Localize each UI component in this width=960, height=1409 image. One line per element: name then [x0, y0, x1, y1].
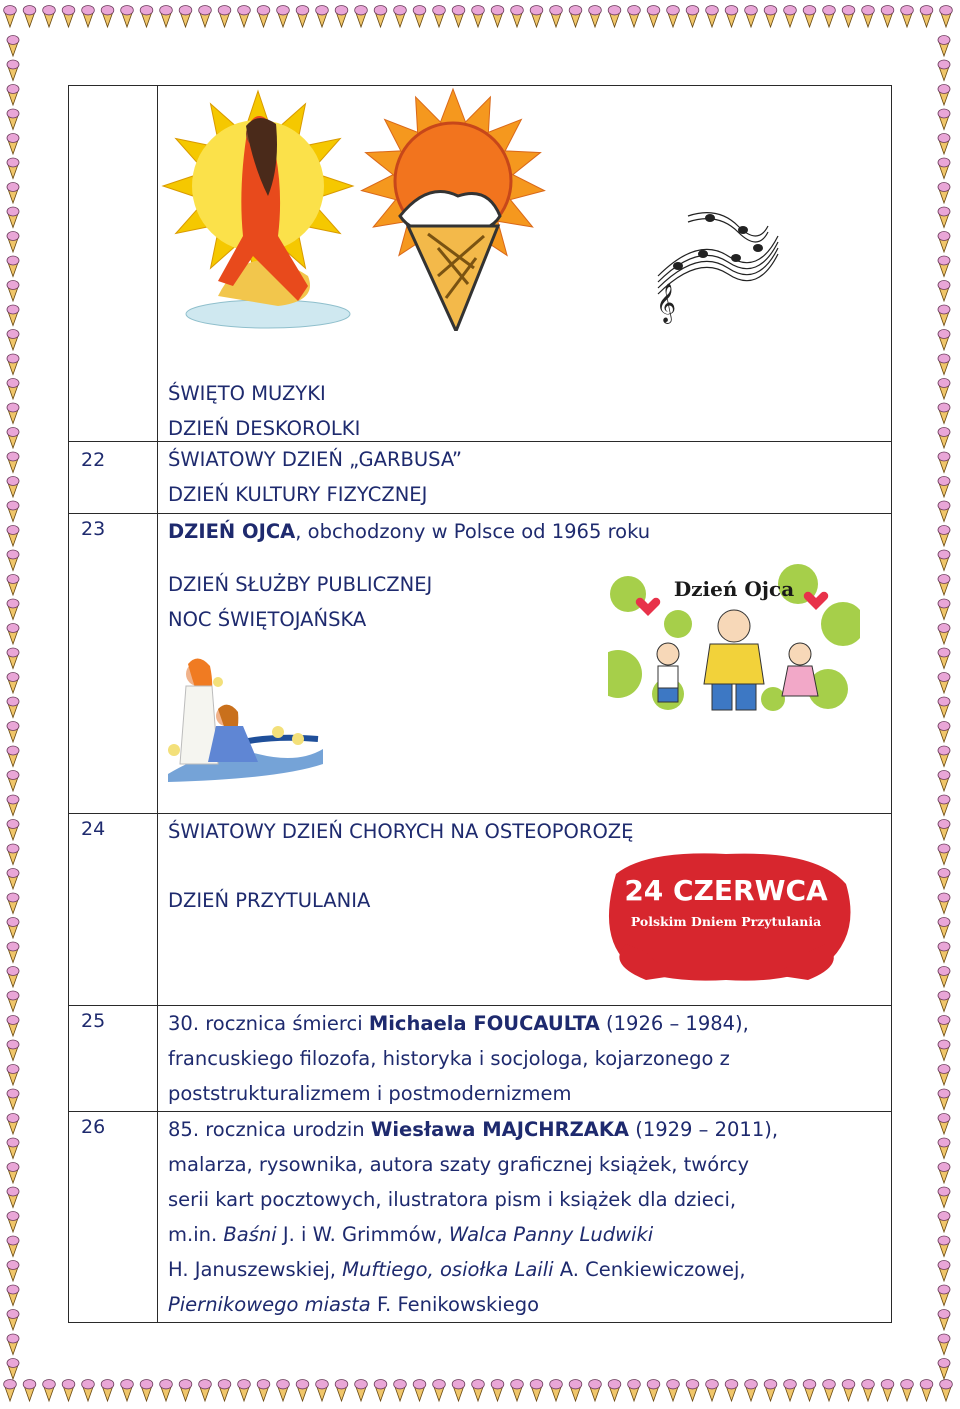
ice-cream-cone-icon	[938, 256, 950, 277]
ice-cream-cone-icon	[7, 526, 19, 547]
ice-cream-cone-icon	[938, 697, 950, 718]
ice-cream-cone-icon	[7, 1310, 19, 1331]
ice-cream-cone-icon	[7, 183, 19, 204]
ice-cream-cone-icon	[938, 158, 950, 179]
ice-cream-cone-icon	[433, 5, 446, 27]
ice-cream-cone-icon	[101, 1379, 114, 1401]
ice-cream-cone-icon	[901, 1379, 914, 1401]
ice-cream-cone-icon	[82, 5, 95, 27]
ice-cream-cone-icon	[823, 1379, 836, 1401]
ice-cream-cone-icon	[413, 5, 426, 27]
holiday-name-bold: DZIEŃ OJCA	[168, 520, 296, 543]
description-text: J. i W. Grimmów,	[276, 1223, 449, 1246]
ice-cream-cone-icon	[938, 1138, 950, 1159]
ice-cream-cone-icon	[394, 1379, 407, 1401]
ice-cream-cone-icon	[938, 36, 950, 57]
ice-cream-cone-icon	[7, 771, 19, 792]
ice-cream-cone-icon	[530, 5, 543, 27]
holiday-line: DZIEŃ PRZYTULANIA	[168, 889, 371, 912]
ice-cream-cone-icon	[82, 1379, 95, 1401]
description-text: A. Cenkiewiczowej,	[553, 1258, 746, 1281]
row-content	[158, 514, 892, 814]
ice-cream-cone-icon	[938, 771, 950, 792]
top-cone-border	[0, 0, 960, 37]
book-title: Muftiego, osiołka Laili	[342, 1258, 554, 1281]
ice-cream-cone-icon	[803, 5, 816, 27]
description-line: francuskiego filozofa, historyka i socjologa, kojarzonego z	[168, 1047, 730, 1070]
description-line: malarza, rysownika, autora szaty graficznej książek, twórcy	[168, 1153, 750, 1176]
holiday-line: DZIEŃ DESKOROLKI	[168, 417, 361, 440]
ice-cream-cone-icon	[7, 305, 19, 326]
ice-cream-cone-icon	[862, 1379, 875, 1401]
holiday-line: DZIEŃ SŁUŻBY PUBLICZNEJ	[168, 573, 433, 596]
ice-cream-cone-icon	[938, 1359, 950, 1380]
ice-cream-cone-icon	[725, 1379, 738, 1401]
ice-cream-cone-icon	[7, 36, 19, 57]
ice-cream-cone-icon	[938, 526, 950, 547]
calendar-table	[68, 85, 892, 1323]
ice-cream-cone-icon	[7, 379, 19, 400]
ice-cream-cone-icon	[140, 1379, 153, 1401]
ice-cream-cone-icon	[7, 354, 19, 375]
ice-cream-cone-icon	[938, 991, 950, 1012]
ice-cream-cone-icon	[7, 1334, 19, 1355]
ice-cream-cone-icon	[7, 820, 19, 841]
ice-cream-cone-icon	[938, 967, 950, 988]
ice-cream-cone-icon	[938, 1163, 950, 1184]
ice-cream-cone-icon	[452, 5, 465, 27]
ice-cream-cone-icon	[938, 1065, 950, 1086]
ice-cream-cone-icon	[938, 869, 950, 890]
hug-day-logo	[586, 844, 866, 994]
row-number: 25	[69, 1006, 158, 1112]
row-number	[69, 86, 158, 442]
ice-cream-cone-icon	[686, 5, 699, 27]
ice-cream-cone-icon	[140, 5, 153, 27]
row-number: 22	[69, 442, 158, 514]
ice-cream-cone-icon	[938, 452, 950, 473]
table-row	[69, 86, 892, 442]
ice-cream-cone-icon	[7, 403, 19, 424]
ice-cream-cone-icon	[296, 5, 309, 27]
ice-cream-cone-icon	[7, 1212, 19, 1233]
ice-cream-cone-icon	[7, 722, 19, 743]
ice-cream-cone-icon	[452, 1379, 465, 1401]
ice-cream-cone-icon	[647, 5, 660, 27]
ice-cream-cone-icon	[938, 746, 950, 767]
ice-cream-cone-icon	[472, 5, 485, 27]
ice-cream-cone-icon	[608, 5, 621, 27]
ice-cream-cone-icon	[938, 918, 950, 939]
bottom-cone-border	[0, 1372, 960, 1409]
anniversary-prefix: 30. rocznica śmierci	[168, 1012, 369, 1035]
ice-cream-cone-icon	[7, 991, 19, 1012]
ice-cream-cone-icon	[7, 624, 19, 645]
ice-cream-cone-icon	[7, 477, 19, 498]
description-line: serii kart pocztowych, ilustratora pism i książek dla dzieci,	[168, 1188, 737, 1211]
ice-cream-cone-icon	[784, 1379, 797, 1401]
ice-cream-cone-icon	[628, 1379, 641, 1401]
ice-cream-cone-icon	[7, 893, 19, 914]
table-row	[69, 814, 892, 1006]
ice-cream-cone-icon	[628, 5, 641, 27]
ice-cream-cone-icon	[7, 1163, 19, 1184]
description-text: F. Fenikowskiego	[370, 1293, 540, 1316]
right-cone-border	[924, 0, 960, 1409]
ice-cream-cone-icon	[43, 1379, 56, 1401]
ice-cream-cone-icon	[764, 5, 777, 27]
ice-cream-cone-icon	[238, 1379, 251, 1401]
ice-cream-cone-icon	[257, 1379, 270, 1401]
ice-cream-cone-icon	[7, 1138, 19, 1159]
ice-cream-cone-icon	[7, 918, 19, 939]
ice-cream-cone-icon	[7, 575, 19, 596]
ice-cream-cone-icon	[938, 207, 950, 228]
ice-cream-cone-icon	[7, 60, 19, 81]
ice-cream-cone-icon	[62, 5, 75, 27]
row-number: 26	[69, 1112, 158, 1323]
ice-cream-cone-icon	[394, 5, 407, 27]
music-notes-icon	[648, 196, 788, 326]
ice-cream-cone-icon	[803, 1379, 816, 1401]
ice-cream-cone-icon	[7, 1285, 19, 1306]
ice-cream-cone-icon	[62, 1379, 75, 1401]
book-title: Baśni	[223, 1223, 277, 1246]
ice-cream-cone-icon	[842, 1379, 855, 1401]
ice-cream-cone-icon	[938, 1310, 950, 1331]
ice-cream-cone-icon	[7, 134, 19, 155]
ice-cream-cone-icon	[938, 1212, 950, 1233]
ice-cream-cone-icon	[938, 575, 950, 596]
ice-cream-cone-icon	[7, 648, 19, 669]
sun-woman-icon	[158, 86, 358, 336]
row-content	[158, 814, 892, 1006]
ice-cream-cone-icon	[938, 1114, 950, 1135]
ice-cream-cone-icon	[7, 599, 19, 620]
person-name: Michaela FOUCAULTA	[368, 1012, 600, 1035]
ice-cream-cone-icon	[160, 1379, 173, 1401]
table-row	[69, 1112, 892, 1323]
ice-cream-cone-icon	[938, 1334, 950, 1355]
ice-cream-cone-icon	[199, 1379, 212, 1401]
ice-cream-cone-icon	[491, 5, 504, 27]
ice-cream-cone-icon	[179, 5, 192, 27]
ice-cream-cone-icon	[7, 452, 19, 473]
ice-cream-cone-icon	[938, 281, 950, 302]
ice-cream-cone-icon	[938, 893, 950, 914]
ice-cream-cone-icon	[881, 1379, 894, 1401]
ice-cream-cone-icon	[842, 5, 855, 27]
ice-cream-cone-icon	[938, 1187, 950, 1208]
ice-cream-cone-icon	[862, 5, 875, 27]
row-number: 23	[69, 514, 158, 814]
row-number: 24	[69, 814, 158, 1006]
ice-cream-cone-icon	[43, 5, 56, 27]
ice-cream-cone-icon	[511, 5, 524, 27]
table-row	[69, 442, 892, 514]
ice-cream-cone-icon	[7, 1236, 19, 1257]
ice-cream-cone-icon	[218, 1379, 231, 1401]
ice-cream-cone-icon	[938, 403, 950, 424]
holiday-line: DZIEŃ KULTURY FIZYCZNEJ	[168, 483, 428, 506]
ice-cream-cone-icon	[7, 1016, 19, 1037]
description-text: m.in.	[168, 1223, 224, 1246]
person-name: Wiesława MAJCHRZAKA	[370, 1118, 630, 1141]
ice-cream-cone-icon	[355, 1379, 368, 1401]
ice-cream-cone-icon	[530, 1379, 543, 1401]
ice-cream-cone-icon	[7, 942, 19, 963]
ice-cream-cone-icon	[589, 5, 602, 27]
ice-cream-cone-icon	[938, 1040, 950, 1061]
ice-cream-cone-icon	[7, 109, 19, 130]
ice-cream-cone-icon	[938, 354, 950, 375]
ice-cream-cone-icon	[725, 5, 738, 27]
ice-cream-cone-icon	[569, 1379, 582, 1401]
ice-cream-cone-icon	[511, 1379, 524, 1401]
ice-cream-cone-icon	[7, 869, 19, 890]
ice-cream-cone-icon	[335, 5, 348, 27]
svg-text:𝄞: 𝄞	[656, 283, 677, 323]
ice-cream-cone-icon	[218, 5, 231, 27]
ice-cream-cone-icon	[374, 5, 387, 27]
ice-cream-cone-icon	[101, 5, 114, 27]
ice-cream-cone-icon	[745, 5, 758, 27]
ice-cream-cone-icon	[7, 1089, 19, 1110]
description-text: H. Januszewskiej,	[168, 1258, 343, 1281]
ice-cream-cone-icon	[938, 550, 950, 571]
ice-cream-cone-icon	[938, 477, 950, 498]
ice-cream-cone-icon	[7, 673, 19, 694]
left-cone-border	[0, 0, 36, 1409]
ice-cream-cone-icon	[7, 1261, 19, 1282]
ice-cream-cone-icon	[938, 1285, 950, 1306]
ice-cream-cone-icon	[938, 134, 950, 155]
ice-cream-cone-icon	[7, 207, 19, 228]
ice-cream-cone-icon	[7, 501, 19, 522]
ice-cream-cone-icon	[784, 5, 797, 27]
ice-cream-cone-icon	[179, 1379, 192, 1401]
ice-cream-cone-icon	[121, 5, 134, 27]
ice-cream-cone-icon	[938, 428, 950, 449]
ice-cream-cone-icon	[257, 5, 270, 27]
ice-cream-cone-icon	[901, 5, 914, 27]
ice-cream-cone-icon	[7, 281, 19, 302]
ice-cream-cone-icon	[938, 109, 950, 130]
ice-cream-cone-icon	[491, 1379, 504, 1401]
row-content	[158, 1006, 892, 1112]
ice-cream-cone-icon	[355, 5, 368, 27]
ice-cream-cone-icon	[238, 5, 251, 27]
table-row	[69, 1006, 892, 1112]
ice-cream-cone-icon	[938, 942, 950, 963]
ice-cream-cone-icon	[881, 5, 894, 27]
ice-cream-cone-icon	[7, 795, 19, 816]
ice-cream-cone-icon	[938, 330, 950, 351]
ice-cream-cone-icon	[938, 673, 950, 694]
hug-subtitle: Polskim Dniem Przytulania	[630, 914, 822, 929]
badge-title: Dzień Ojca	[673, 577, 795, 601]
ice-cream-cone-icon	[277, 5, 290, 27]
ice-cream-cone-icon	[938, 379, 950, 400]
row-content	[158, 1112, 892, 1323]
ice-cream-cone-icon	[938, 795, 950, 816]
holiday-line: ŚWIATOWY DZIEŃ „GARBUSA”	[168, 448, 462, 471]
holiday-line: ŚWIATOWY DZIEŃ CHORYCH NA OSTEOPOROZĘ	[168, 820, 634, 843]
ice-cream-cone-icon	[938, 1089, 950, 1110]
wreath-girls-icon	[158, 654, 328, 782]
ice-cream-cone-icon	[7, 550, 19, 571]
ice-cream-cone-icon	[938, 1016, 950, 1037]
ice-cream-cone-icon	[589, 1379, 602, 1401]
table-row	[69, 514, 892, 814]
ice-cream-cone-icon	[938, 232, 950, 253]
ice-cream-cone-icon	[647, 1379, 660, 1401]
description-line: poststrukturalizmem i postmodernizmem	[168, 1082, 572, 1105]
ice-cream-cone-icon	[938, 183, 950, 204]
ice-cream-cone-icon	[938, 648, 950, 669]
ice-cream-cone-icon	[938, 844, 950, 865]
ice-cream-cone-icon	[7, 1040, 19, 1061]
book-title: Walca Panny Ludwiki	[448, 1223, 654, 1246]
ice-cream-cone-icon	[316, 1379, 329, 1401]
ice-cream-cone-icon	[706, 1379, 719, 1401]
ice-cream-cone-icon	[938, 820, 950, 841]
ice-cream-cone-icon	[7, 1065, 19, 1086]
ice-cream-cone-icon	[296, 1379, 309, 1401]
holiday-line: NOC ŚWIĘTOJAŃSKA	[168, 608, 367, 631]
ice-cream-cone-icon	[413, 1379, 426, 1401]
ice-cream-cone-icon	[667, 1379, 680, 1401]
hug-title: 24 CZERWCA	[624, 874, 828, 907]
ice-cream-cone-icon	[938, 305, 950, 326]
ice-cream-cone-icon	[569, 5, 582, 27]
ice-cream-cone-icon	[121, 1379, 134, 1401]
person-years: (1929 – 2011),	[629, 1118, 779, 1141]
ice-cream-cone-icon	[667, 5, 680, 27]
ice-cream-cone-icon	[335, 1379, 348, 1401]
ice-cream-cone-icon	[277, 1379, 290, 1401]
ice-cream-cone-icon	[316, 5, 329, 27]
ice-cream-cone-icon	[7, 746, 19, 767]
book-title: Piernikowego miasta	[168, 1293, 371, 1316]
ice-cream-cone-icon	[550, 1379, 563, 1401]
row-content	[158, 442, 892, 514]
ice-cream-cone-icon	[433, 1379, 446, 1401]
ice-cream-cone-icon	[7, 1359, 19, 1380]
ice-cream-cone-icon	[7, 428, 19, 449]
ice-cream-cone-icon	[7, 330, 19, 351]
ice-cream-cone-icon	[7, 256, 19, 277]
ice-cream-cone-icon	[7, 844, 19, 865]
ice-cream-cone-icon	[7, 158, 19, 179]
ice-cream-cone-icon	[823, 5, 836, 27]
ice-cream-cone-icon	[199, 5, 212, 27]
ice-cream-cone-icon	[938, 624, 950, 645]
ice-cream-cone-icon	[550, 5, 563, 27]
ice-cream-cone-icon	[374, 1379, 387, 1401]
anniversary-prefix: 85. rocznica urodzin	[168, 1118, 371, 1141]
ice-cream-cone-icon	[706, 5, 719, 27]
ice-cream-cone-icon	[686, 1379, 699, 1401]
ice-cream-cone-icon	[7, 1187, 19, 1208]
fathers-day-family-icon	[608, 564, 860, 712]
ice-cream-cone-icon	[938, 1261, 950, 1282]
sun-icecream-icon	[338, 86, 568, 331]
ice-cream-cone-icon	[938, 501, 950, 522]
ice-cream-cone-icon	[938, 722, 950, 743]
ice-cream-cone-icon	[938, 60, 950, 81]
ice-cream-cone-icon	[160, 5, 173, 27]
holiday-detail: , obchodzony w Polsce od 1965 roku	[295, 520, 651, 543]
row-content	[158, 86, 892, 442]
ice-cream-cone-icon	[938, 1236, 950, 1257]
ice-cream-cone-icon	[608, 1379, 621, 1401]
ice-cream-cone-icon	[764, 1379, 777, 1401]
person-years: (1926 – 1984),	[599, 1012, 749, 1035]
ice-cream-cone-icon	[7, 232, 19, 253]
ice-cream-cone-icon	[7, 967, 19, 988]
ice-cream-cone-icon	[7, 697, 19, 718]
ice-cream-cone-icon	[7, 85, 19, 106]
ice-cream-cone-icon	[938, 85, 950, 106]
ice-cream-cone-icon	[7, 1114, 19, 1135]
ice-cream-cone-icon	[938, 599, 950, 620]
ice-cream-cone-icon	[745, 1379, 758, 1401]
holiday-line: ŚWIĘTO MUZYKI	[168, 382, 326, 405]
ice-cream-cone-icon	[472, 1379, 485, 1401]
